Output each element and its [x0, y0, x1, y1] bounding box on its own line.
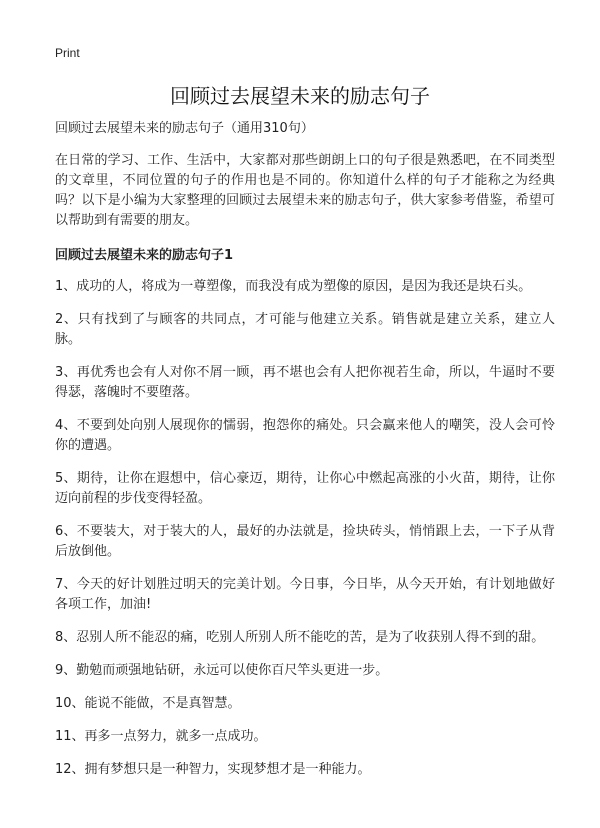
list-item: 7、今天的好计划胜过明天的完美计划。今日事，今日毕，从今天开始，有计划地做好各项工作，加油!	[55, 577, 555, 612]
print-label: Print	[55, 46, 80, 60]
page-title: 回顾过去展望未来的励志句子	[170, 84, 430, 108]
document-body	[55, 119, 555, 793]
list-item: 8、忍别人所不能忍的痛，吃别人所别人所不能吃的苦，是为了收获别人得不到的甜。	[55, 630, 545, 645]
list-item: 1、成功的人，将成为一尊塑像，而我没有成为塑像的原因，是因为我还是块石头。	[55, 279, 532, 294]
document-subtitle: 回顾过去展望未来的励志句子（通用310句）	[55, 121, 314, 136]
list-item: 2、只有找到了与顾客的共同点，才可能与他建立关系。销售就是建立关系，建立人脉。	[55, 312, 555, 347]
list-item: 11、再多一点努力，就多一点成功。	[55, 729, 267, 744]
list-item: 9、勤勉而顽强地钻研，永远可以使你百尺竿头更进一步。	[55, 663, 389, 678]
list-item: 3、再优秀也会有人对你不屑一顾，再不堪也会有人把你视若生命，所以，牛逼时不要得瑟，落魄时不要堕落。	[55, 365, 555, 400]
list-item: 10、能说不能做，不是真智慧。	[55, 696, 241, 711]
list-item: 5、期待，让你在遐想中，信心豪迈，期待，让你心中燃起高涨的小火苗，期待，让你迈向前程的步伐变得轻盈。	[55, 471, 555, 506]
list-item: 4、不要到处向别人展现你的懦弱，抱怨你的痛处。只会赢来他人的嘲笑，没人会可怜你的遭遇。	[55, 418, 555, 453]
section-heading: 回顾过去展望未来的励志句子1	[55, 248, 234, 263]
intro-paragraph: 在日常的学习、工作、生活中，大家都对那些朗朗上口的句子很是熟悉吧，在不同类型的文章里，不同位置的句子的作用也是不同的。你知道什么样的句子才能称之为经典吗？以下是小编为大家整理的回顾过去展望未来的励志句子，供大家参考借鉴，希望可以帮助到有需要的朋友。	[55, 153, 555, 228]
list-item: 12、拥有梦想只是一种智力，实现梦想才是一种能力。	[55, 762, 371, 777]
list-item: 6、不要装大，对于装大的人，最好的办法就是，捡块砖头，悄悄跟上去，一下子从背后放倒他。	[55, 524, 555, 559]
